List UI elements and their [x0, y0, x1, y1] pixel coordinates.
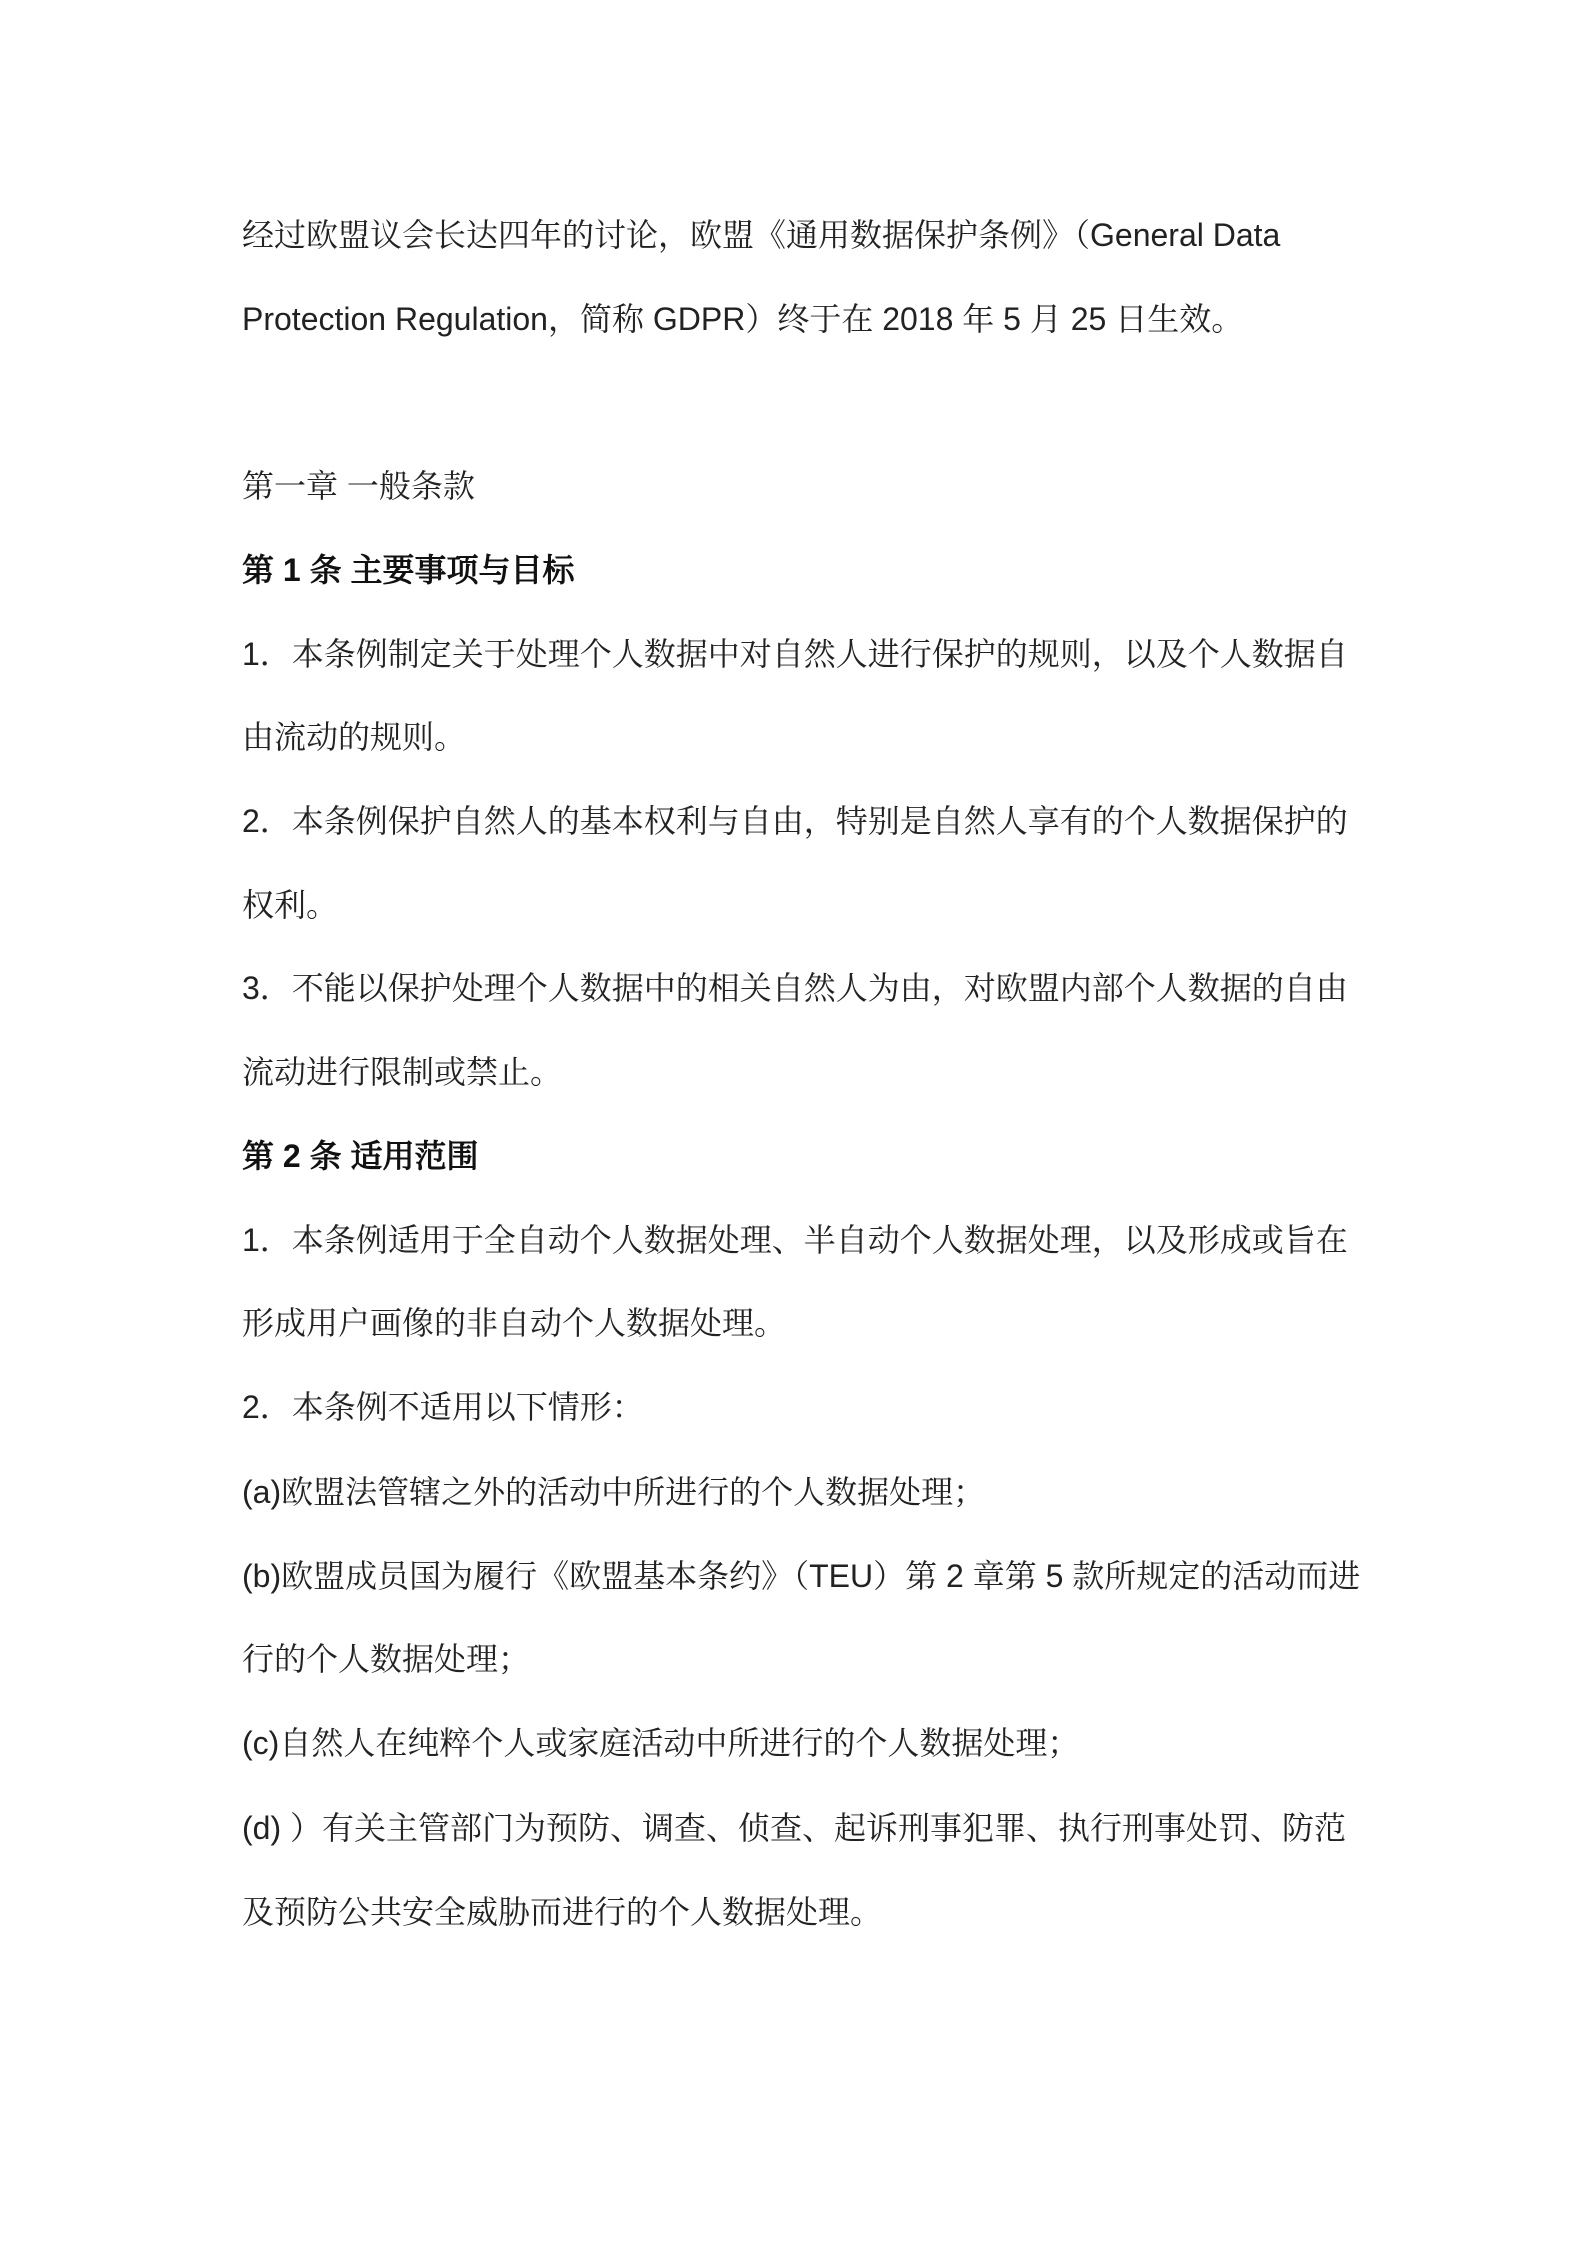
article-1-title: 第 1 条 主要事项与目标: [242, 552, 575, 588]
intro-line: Protection Regulation，简称 GDPR）终于在 2018 年 5 月 25 日生效。: [242, 301, 1244, 337]
chapter-title: 第一章 一般条款: [242, 468, 475, 504]
intro-line: 经过欧盟议会长达四年的讨论，欧盟《通用数据保护条例》（General Data: [242, 217, 1281, 253]
article-1-line: 3．不能以保护处理个人数据中的相关自然人为由，对欧盟内部个人数据的自由: [242, 970, 1348, 1006]
article-2-line: 1．本条例适用于全自动个人数据处理、半自动个人数据处理，以及形成或旨在: [242, 1222, 1348, 1258]
article-2-line: (a)欧盟法管辖之外的活动中所进行的个人数据处理；: [242, 1474, 986, 1510]
article-2-line: 行的个人数据处理；: [242, 1641, 531, 1677]
article-1-line: 由流动的规则。: [242, 719, 467, 755]
article-2-line: 形成用户画像的非自动个人数据处理。: [242, 1305, 787, 1341]
article-1-line: 流动进行限制或禁止。: [242, 1054, 563, 1090]
article-2-line: (b)欧盟成员国为履行《欧盟基本条约》（TEU）第 2 章第 5 款所规定的活动而进: [242, 1558, 1361, 1594]
article-1-line: 2．本条例保护自然人的基本权利与自由，特别是自然人享有的个人数据保护的: [242, 803, 1348, 839]
article-1-line: 权利。: [242, 887, 339, 923]
article-2-title: 第 2 条 适用范围: [242, 1138, 479, 1174]
article-1-line: 1．本条例制定关于处理个人数据中对自然人进行保护的规则，以及个人数据自: [242, 636, 1348, 672]
article-2-line: 及预防公共安全威胁而进行的个人数据处理。: [242, 1894, 883, 1930]
article-2-line: (d) ）有关主管部门为预防、调查、侦查、起诉刑事犯罪、执行刑事处罚、防范: [242, 1810, 1347, 1846]
article-2-line: (c)自然人在纯粹个人或家庭活动中所进行的个人数据处理；: [242, 1725, 1080, 1761]
article-2-line: 2．本条例不适用以下情形：: [242, 1389, 644, 1425]
